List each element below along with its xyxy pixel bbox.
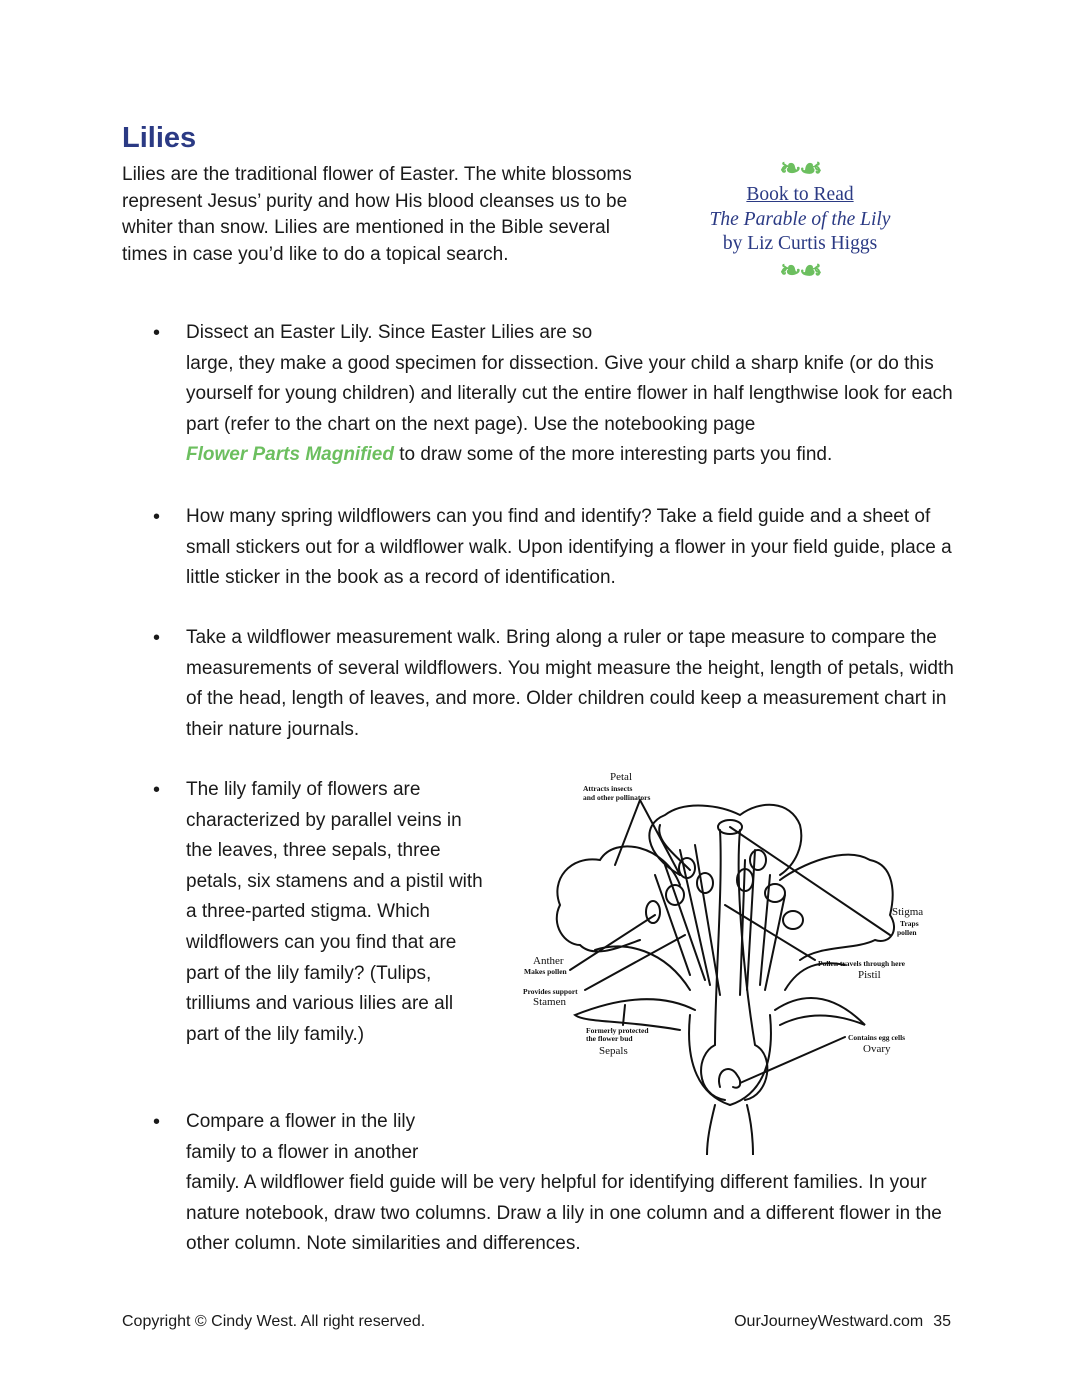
- intro-paragraph: Lilies are the traditional flower of Easter. The white blossoms represent Jesus’ purity and how His blood cleanses us to be whiter than snow. Lilies are mentioned in the Bible several times in case you’d like to do a topical search.: [122, 164, 632, 265]
- ornament-bottom-icon: ❧☙: [779, 255, 821, 286]
- label-petal-desc2: and other pollinators: [583, 793, 651, 802]
- bullet-text: large, they make a good specimen for dissection. Give your child a sharp knife (or do this yourself for young children) and literally cut the entire flower in half lengthwise look for each part (refer to the chart on the next page). Use the notebooking page: [186, 352, 953, 435]
- lily-anatomy-diagram: [515, 765, 955, 1155]
- page-number: 35: [933, 1313, 951, 1330]
- book-author: by Liz Curtis Higgs: [722, 233, 878, 254]
- list-item-dissect: [186, 318, 956, 471]
- footer-site[interactable]: OurJourneyWestward.com: [734, 1313, 924, 1330]
- flower-parts-magnified-link[interactable]: Flower Parts Magnified: [186, 444, 394, 466]
- page-title: Lilies: [122, 122, 197, 154]
- label-sepals: Sepals: [599, 1045, 628, 1057]
- label-pistil-desc: Pollen travels through here: [818, 959, 906, 968]
- list-item-measurement: [186, 623, 956, 745]
- bullet-text: How many spring wildflowers can you find and identify? Take a field guide and a sheet of small stickers out for a wildflower walk. Upon identifying a flower in your field guide, place a little sticker in the book as a record of identification.: [186, 506, 952, 589]
- footer-copyright: Copyright © Cindy West. All right reserved.: [122, 1313, 426, 1330]
- label-ovary: Ovary: [863, 1043, 891, 1055]
- label-sepals-desc1: Formerly protected: [586, 1026, 649, 1035]
- label-stamen: Stamen: [533, 996, 566, 1008]
- label-stigma-desc1: Traps: [900, 919, 919, 928]
- label-sepals-desc2: the flower bud: [586, 1034, 633, 1043]
- list-item-wildflowers: [186, 502, 956, 594]
- bullet-first-line: Dissect an Easter Lily. Since Easter Lilies are so: [186, 322, 593, 343]
- label-stamen-desc: Provides support: [523, 987, 578, 996]
- book-label[interactable]: Book to Read: [746, 184, 854, 205]
- book-recommendation: [690, 155, 910, 285]
- label-stigma: Stigma: [892, 906, 924, 918]
- book-title: The Parable of the Lily: [709, 208, 891, 230]
- bullet-text: family. A wildflower field guide will be very helpful for identifying different families. In your nature notebook, draw two columns. Draw a lily in one column and a different flower in the other column. Note similarities and differences.: [186, 1172, 942, 1255]
- footer-right: [734, 1313, 951, 1331]
- bullet-text: Take a wildflower measurement walk. Bring along a ruler or tape measure to compare the measurements of several wildflowers. You might measure the height, length of petals, width of the head, length of leaves, and more. Older children could keep a measurement chart in their nature journals.: [186, 627, 954, 740]
- bullet-first-line: Compare a flower in the lily: [186, 1111, 416, 1132]
- label-stigma-desc2: pollen: [897, 928, 917, 937]
- bullet-second-line: family to a flower in another: [186, 1141, 419, 1163]
- label-ovary-desc: Contains egg cells: [848, 1033, 906, 1042]
- label-pistil: Pistil: [858, 969, 881, 981]
- label-petal-desc1: Attracts insects: [583, 784, 633, 793]
- list-item-lily-family: [186, 775, 486, 1050]
- bullet-text: The lily family of flowers are characterized by parallel veins in the leaves, three sepals, three petals, six stamens and a pistil with a three-parted stigma. Which wildflowers can you find that are part of the lily family? (Tulips, trilliums and various lilies are all part of the lily family.): [186, 779, 483, 1045]
- flower-drawing: [557, 800, 894, 1155]
- label-petal: Petal: [610, 771, 632, 783]
- label-anther-desc: Makes pollen: [524, 967, 567, 976]
- ornament-top-icon: ❧☙: [779, 154, 821, 184]
- label-anther: Anther: [533, 955, 564, 967]
- bullet-text-after-link: to draw some of the more interesting parts you find.: [399, 444, 833, 466]
